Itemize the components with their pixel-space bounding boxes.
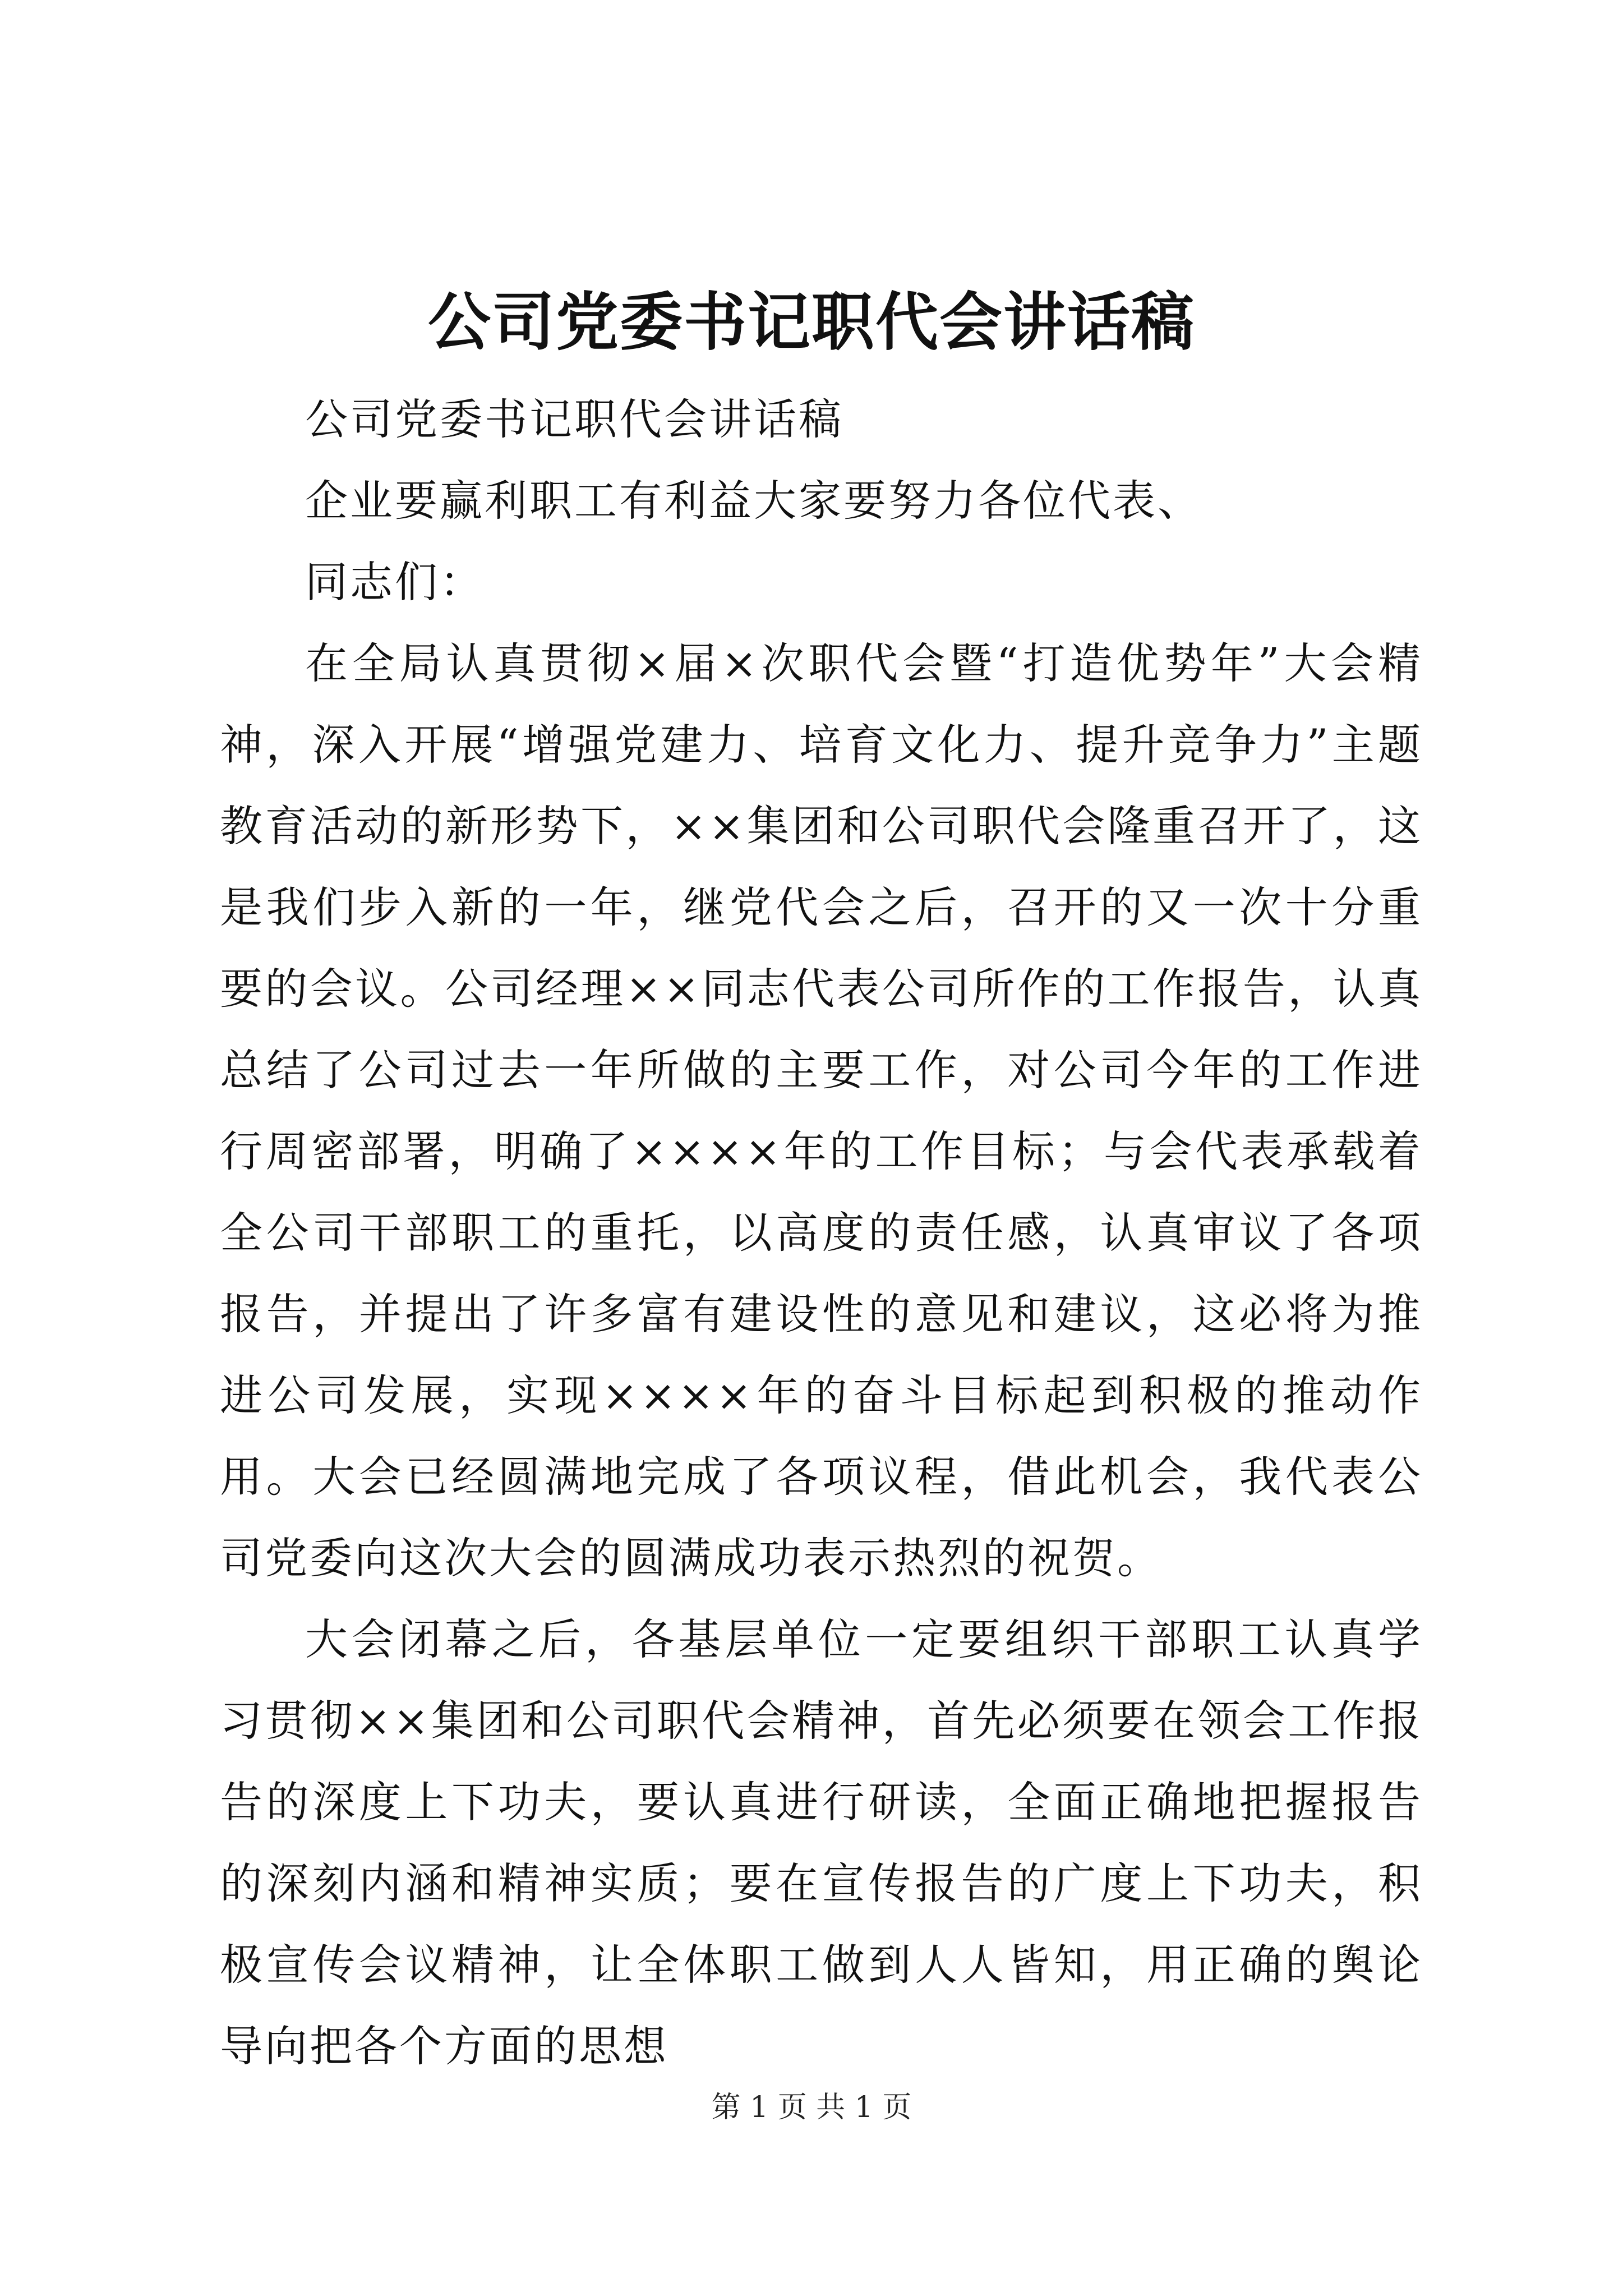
document-title: 公司党委书记职代会讲话稿 — [428, 286, 1195, 359]
paragraph-body-1: 在全局认真贯彻×届×次职代会暨“打造优势年”大会精神，深入开展“增强党建力、培育文化力、提升竞争力”主题教育活动的新形势下，××集团和公司职代会隆重召开了，这是我们步入新的一年，继党代会之后，召开的又一次十分重要的会议。公司经理××同志代表公司所作的工作报告，认真总结了公司过去一年所做的主要工作，对公司今年的工作进行周密部署，明确了××××年的工作目标；与会代表承载着全公司干部职工的重托，以高度的责任感，认真审议了各项报告，并提出了许多富有建设性的意见和建议，这必将为推进公司发展，实现××××年的奋斗目标起到积极的推动作用。大会已经圆满地完成了各项议程，借此机会，我代表公司党委向这次大会的圆满成功表示热烈的祝贺。 — [220, 638, 1423, 1583]
paragraph-subtitle: 公司党委书记职代会讲话稿 — [305, 394, 843, 444]
paragraph-body-2: 大会闭幕之后，各基层单位一定要组织干部职工认真学习贯彻××集团和公司职代会精神，首先必须要在领会工作报告的深度上下功夫，要认真进行研读，全面正确地把握报告的深刻内涵和精神实质；要在宣传报告的广度上下功夫，积极宣传会议精神，让全体职工做到人人皆知，用正确的舆论导向把各个方面的思想 — [220, 1614, 1423, 2071]
document-body — [220, 379, 1423, 2087]
paragraph-heading: 企业要赢利职工有利益大家要努力各位代表、 — [305, 476, 1202, 526]
page-footer: 第 1 页 共 1 页 — [711, 2091, 912, 2124]
paragraph-salutation: 同志们： — [305, 557, 485, 607]
